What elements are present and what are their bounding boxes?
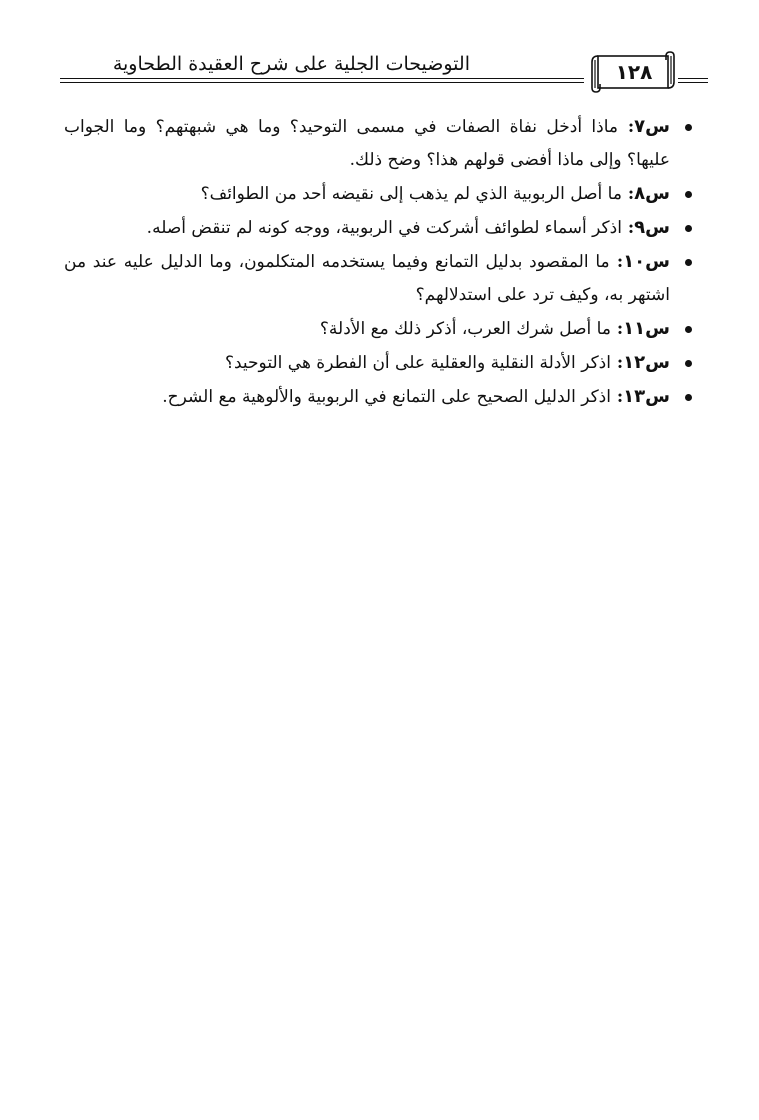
question-label: س٨ — [634, 183, 670, 204]
page-number: ١٢٨ — [615, 60, 653, 84]
bullet-icon — [685, 225, 692, 232]
question-item: س١٠: ما المقصود بدليل التمانع وفيما يستخدمه المتكلمون، وما الدليل عليه عند من اشتهر به، وكيف ترد على استدلالهم؟ — [64, 245, 696, 312]
bullet-icon — [685, 394, 692, 401]
question-label: س١١ — [623, 318, 670, 339]
question-text: اذكر أسماء لطوائف أشركت في الربوبية، ووجه كونه لم تنقض أصله. — [146, 218, 622, 238]
question-text: اذكر الأدلة النقلية والعقلية على أن الفطرة هي التوحيد؟ — [224, 353, 611, 373]
question-label: س٩ — [634, 217, 670, 238]
bullet-icon — [685, 326, 692, 333]
question-text: ما أصل الربوبية الذي لم يذهب إلى نقيضه أحد من الطوائف؟ — [200, 184, 622, 204]
running-header — [60, 46, 686, 100]
bullet-icon — [685, 191, 692, 198]
bullet-icon — [685, 124, 692, 131]
bullet-icon — [685, 259, 692, 266]
question-item: س٧: ماذا أدخل نفاة الصفات في مسمى التوحيد؟ وما هي شبهتهم؟ وما الجواب عليها؟ وإلى ماذا أفضى قولهم هذا؟ وضح ذلك. — [64, 110, 696, 177]
header-rule — [60, 78, 584, 79]
question-item: س٨: ما أصل الربوبية الذي لم يذهب إلى نقيضه أحد من الطوائف؟ — [64, 177, 696, 211]
question-item: س١١: ما أصل شرك العرب، أذكر ذلك مع الأدلة؟ — [64, 312, 696, 346]
book-title: التوضيحات الجلية على شرح العقيدة الطحاوية — [112, 53, 470, 75]
question-list — [64, 110, 696, 414]
question-label: س٧ — [634, 116, 671, 137]
question-text: ما أصل شرك العرب، أذكر ذلك مع الأدلة؟ — [319, 319, 611, 339]
question-label: س١٣ — [623, 386, 670, 407]
header-rule — [678, 82, 708, 83]
question-text: ما المقصود بدليل التمانع وفيما يستخدمه المتكلمون، وما الدليل عليه عند من اشتهر به، وكيف ترد على استدلالهم؟ — [64, 252, 670, 305]
question-label: س١٢ — [623, 352, 670, 373]
question-label: س١٠ — [623, 251, 670, 272]
question-item: س١٣: اذكر الدليل الصحيح على التمانع في الربوبية والألوهية مع الشرح. — [64, 380, 696, 414]
header-rule — [678, 78, 708, 79]
header-rule — [60, 82, 584, 83]
question-text: اذكر الدليل الصحيح على التمانع في الربوبية والألوهية مع الشرح. — [162, 387, 611, 407]
question-text: ماذا أدخل نفاة الصفات في مسمى التوحيد؟ وما هي شبهتهم؟ وما الجواب عليها؟ وإلى ماذا أفضى قولهم هذا؟ وضح ذلك. — [64, 117, 670, 170]
bullet-icon — [685, 360, 692, 367]
question-item: س١٢: اذكر الأدلة النقلية والعقلية على أن الفطرة هي التوحيد؟ — [64, 346, 696, 380]
page-number-scroll-ornament — [588, 48, 678, 94]
question-item: س٩: اذكر أسماء لطوائف أشركت في الربوبية، ووجه كونه لم تنقض أصله. — [64, 211, 696, 245]
